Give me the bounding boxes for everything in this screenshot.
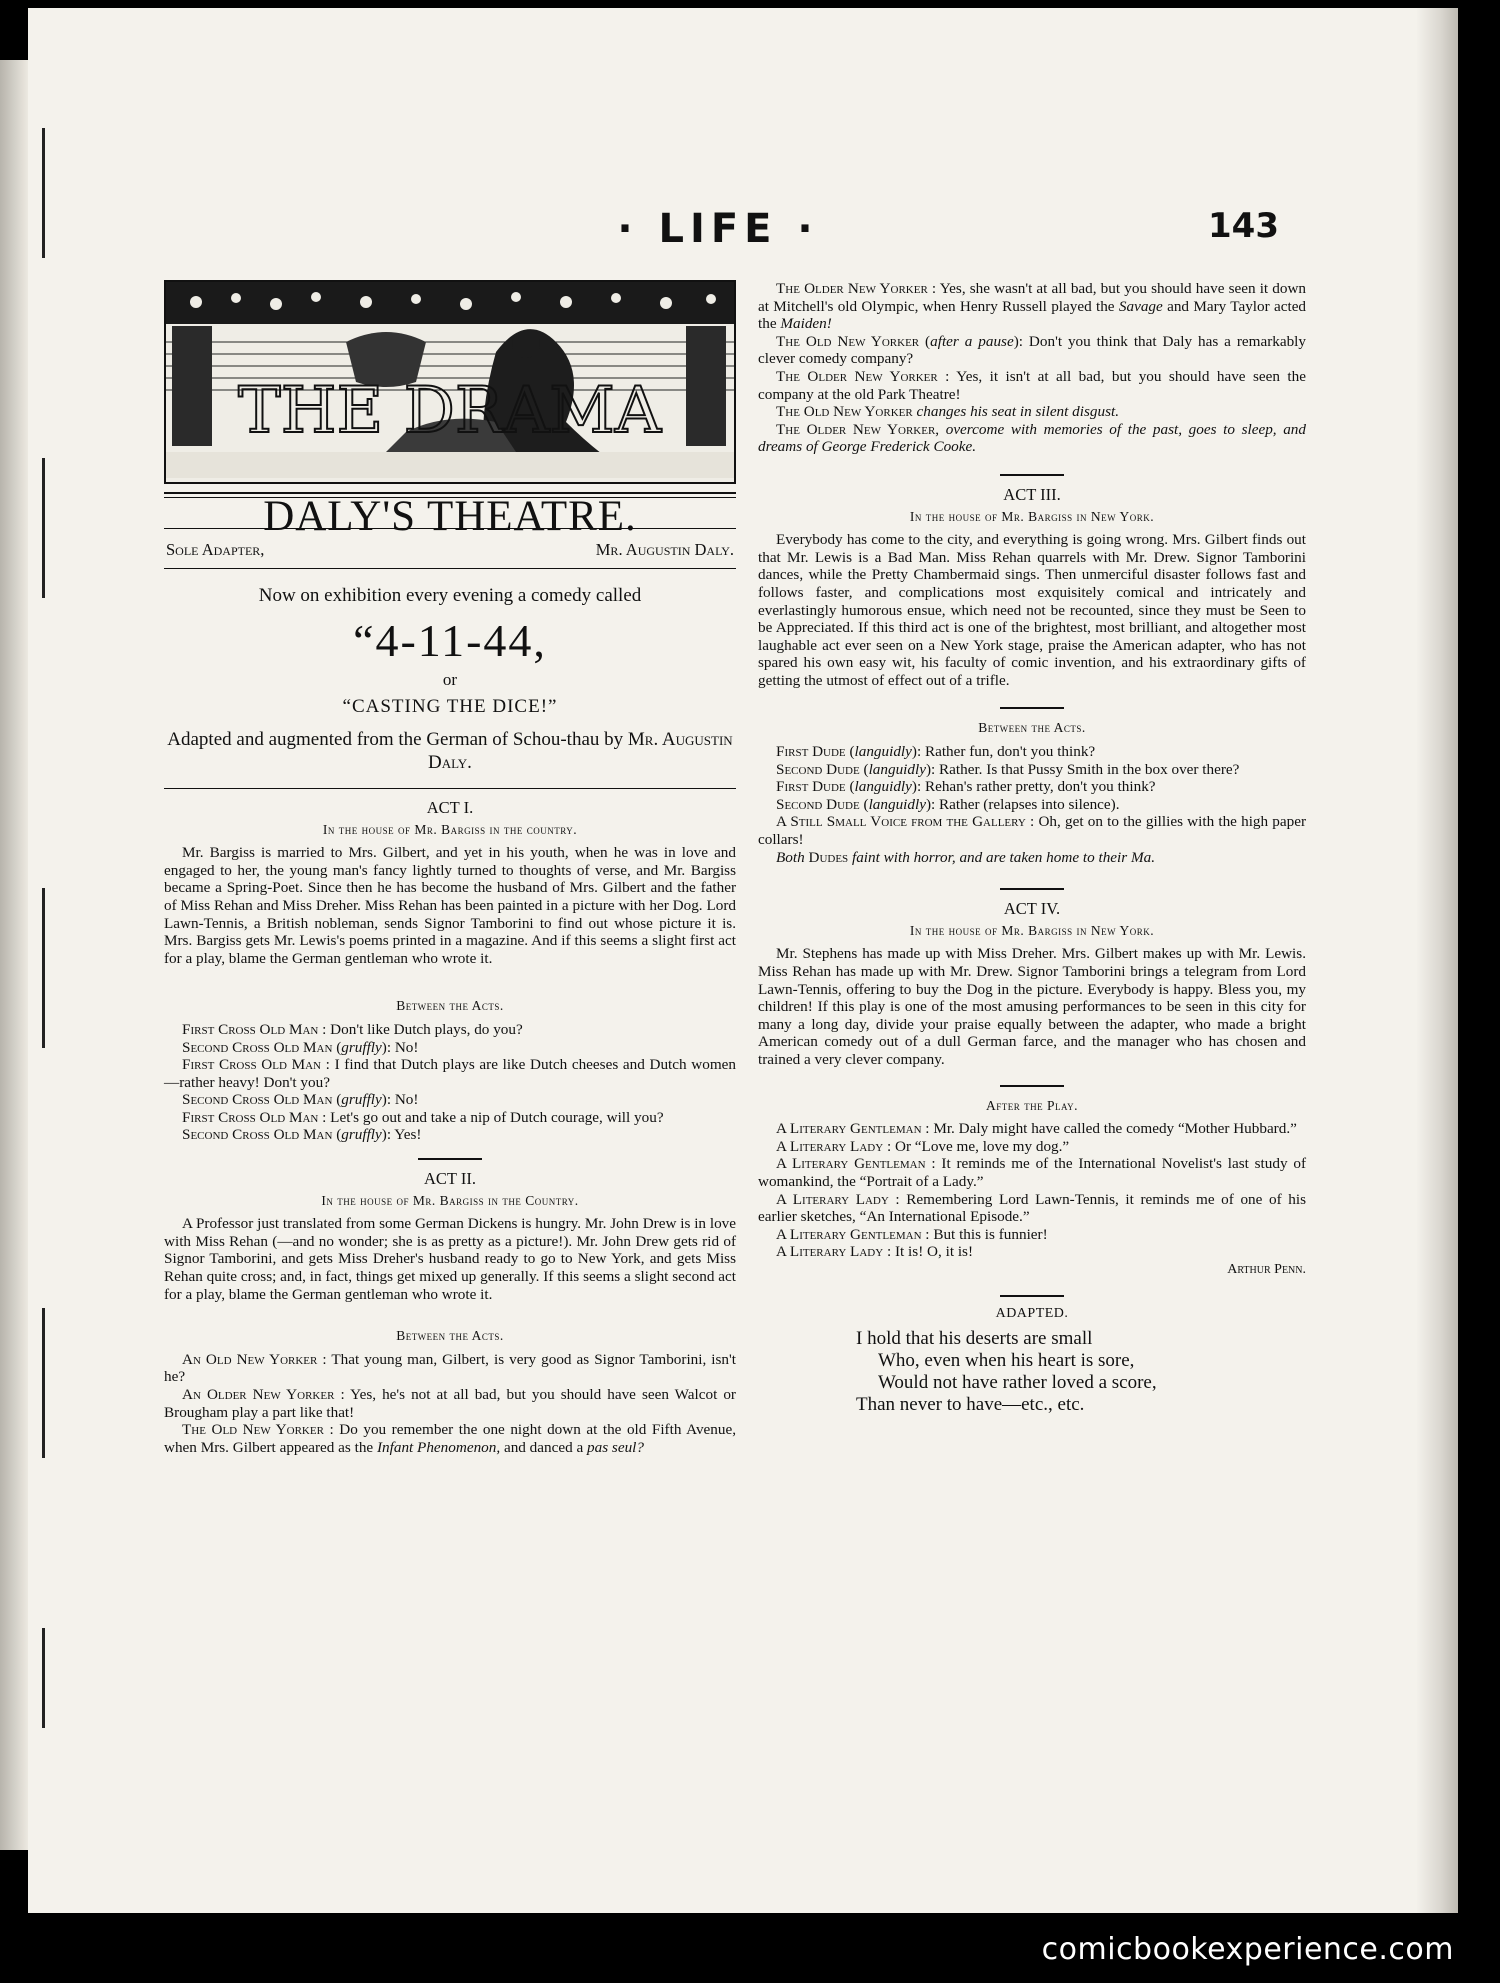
act1-rule bbox=[164, 788, 736, 789]
page-fold-shadow bbox=[1416, 8, 1458, 1913]
dialogue-line: First Dude (languidly): Rather fun, don't you think? bbox=[776, 743, 1096, 761]
magazine-page bbox=[28, 8, 1458, 1913]
site-watermark: comicbookexperience.com bbox=[1041, 1932, 1454, 1967]
dialogue-line: The Older New Yorker : Yes, she wasn't at all bad, but you should have seen it down at Mitchell's old Olympic, when Henry Russell played the Savage and Mary Taylor acted the Maiden! bbox=[758, 280, 1307, 333]
poem-line: Than never to have—etc., etc. bbox=[856, 1394, 1085, 1416]
poem-line: I hold that his deserts are small bbox=[856, 1328, 1093, 1350]
right-column bbox=[758, 280, 1306, 1416]
dialogue-line: Second Dude (languidly): Rather (relapses into silence). bbox=[776, 795, 1120, 813]
poem bbox=[856, 1328, 1306, 1416]
dialogue-line: A Literary Gentleman : It reminds me of the International Novelist's last study of womankind, the “Portrait of a Lady.” bbox=[758, 1155, 1307, 1190]
adapted-line bbox=[164, 728, 736, 774]
left-column bbox=[164, 280, 736, 1456]
stage-direction: The Old New Yorker changes his seat in silent disgust. bbox=[776, 403, 1120, 421]
dialogue-line: A Still Small Voice from the Gallery : Oh, get on to the gillies with the high paper collars! bbox=[758, 813, 1307, 849]
stage-direction: Both Dudes faint with horror, and are taken home to their Ma. bbox=[776, 848, 1156, 866]
dialogue-line: A Literary Lady : Remembering Lord Lawn-Tennis, it reminds me of one of his earlier sketches, “An International Episode.” bbox=[758, 1190, 1306, 1226]
between1-dialogue bbox=[164, 1021, 736, 1144]
act4-setting: In the house of Mr. Bargiss in New York. bbox=[909, 922, 1155, 938]
dialogue-line: An Older New Yorker : Yes, he's not at all bad, but you should have seen Walcot or Brougham play a part like that! bbox=[164, 1386, 736, 1421]
adapter-row bbox=[166, 541, 734, 559]
drama-lettering: THE DRAMA bbox=[238, 374, 662, 448]
signature: Arthur Penn. bbox=[1227, 1261, 1306, 1277]
after-title: After the Play. bbox=[985, 1097, 1079, 1113]
poem-rule bbox=[1000, 1295, 1064, 1297]
page-number: 143 bbox=[1208, 206, 1279, 246]
intro-line: Now on exhibition every evening a comedy called bbox=[258, 585, 642, 607]
play-number: “4-11-44, bbox=[353, 614, 547, 666]
poem-line: Who, even when his heart is sore, bbox=[878, 1350, 1135, 1372]
act1-text: Mr. Bargiss is married to Mrs. Gilbert, and yet in his youth, when he was in love and engaged to her, the young man's fancy lightly turned to thoughts of verse, and Mr. Bargiss became a Spring-Poet. Since then he has become the husband of Mrs. Gilbert and the father of Miss Rehan and Miss Dreher. Miss Rehan has been painted in a picture with her Dog. Lord Lawn-Tennis, a British nobleman, sends Signor Tamborini to find out whose picture it is. Mrs. Bargiss gets Mr. Lewis's poems printed in a magazine. And if this seems a slight first act for a play, blame the German gentleman who wrote it. bbox=[164, 844, 736, 967]
theatre-title: DALY'S THEATRE. bbox=[263, 493, 637, 540]
dialogue-line: The Older New Yorker : Yes, it isn't at all bad, but you should have seen the company at the old Park Theatre! bbox=[758, 367, 1306, 403]
stage-direction: The Older New Yorker, overcome with memories of the past, goes to sleep, and dreams of George Frederick Cooke. bbox=[758, 420, 1306, 456]
between3-rule bbox=[1000, 707, 1064, 709]
act2-text: A Professor just translated from some German Dickens is hungry. Mr. John Drew is in love with Miss Rehan (—and no wonder; she is as pretty as a picture!). Mr. John Drew gets rid of Signor Tamborini, and gets Miss Dreher's husband ready to go to New York, and gets Miss Rehan quite cross; and, in fact, things get mixed up generally. If this seems a slight second act for a play, blame the German gentleman who wrote it. bbox=[164, 1215, 736, 1303]
poem-line: Would not have rather loved a score, bbox=[878, 1372, 1157, 1394]
act1-setting: In the house of Mr. Bargiss in the country. bbox=[322, 821, 578, 837]
dialogue-line: First Dude (languidly): Rehan's rather pretty, don't you think? bbox=[776, 778, 1156, 796]
drama-illustration bbox=[166, 282, 734, 478]
act3-rule bbox=[1000, 474, 1064, 476]
after-rule bbox=[1000, 1085, 1064, 1087]
adapter-rule bbox=[164, 568, 736, 569]
dialogue-line: First Cross Old Man : Don't like Dutch plays, do you? bbox=[182, 1020, 523, 1038]
act3-title: ACT III. bbox=[1003, 484, 1061, 504]
dialogue-line: An Old New Yorker : That young man, Gilbert, is very good as Signor Tamborini, isn't he? bbox=[164, 1350, 736, 1386]
act4-title: ACT IV. bbox=[1003, 899, 1061, 919]
act2-title: ACT II. bbox=[424, 1169, 476, 1189]
between3-dialogue bbox=[758, 743, 1306, 866]
dialogue-line: The Old New Yorker : Do you remember the one night down at the old Fifth Avenue, when Mrs. Gilbert appeared as the Infant Phenomenon, and danced a pas seul? bbox=[164, 1421, 737, 1456]
dialogue-line: First Cross Old Man : Let's go out and take a nip of Dutch courage, will you? bbox=[182, 1108, 664, 1126]
act3-text: Everybody has come to the city, and everything is going wrong. Mrs. Gilbert finds out that Mr. Lewis is a Bad Man. Miss Rehan quarrels with Mr. Drew. Signor Tamborini dances, while the Pretty Chambermaid sings. Then unmerciful disaster follows fast and follows faster, and complications most exquisitely comical and intricately and everlastingly humorous ensue, which need not be recounted, since they must be Seen to be Appreciated. If this third act is one of the brightest, most brilliant, and altogether most laughable act ever seen on a New York stage, praise the American adapter, who has not spared his own easy wit, his faculty of comic invention, and his extraordinary gifts of getting the utmost of effect out of a trifle. bbox=[758, 531, 1306, 689]
adapted-name: Mr. Augustin Daly. bbox=[428, 728, 733, 773]
dialogue-line: A Literary Gentleman : Mr. Daly might have called the comedy “Mother Hubbard.” bbox=[776, 1120, 1297, 1138]
drama-banner-illustration bbox=[164, 280, 736, 484]
act2-rule bbox=[418, 1158, 482, 1160]
adapter-role: Sole Adapter, bbox=[166, 539, 265, 559]
between3-title: Between the Acts. bbox=[978, 720, 1086, 736]
act3-setting: In the house of Mr. Bargiss in New York. bbox=[909, 508, 1155, 524]
act1-title: ACT I. bbox=[426, 797, 474, 817]
left-page-edge bbox=[0, 60, 28, 1850]
adapter-name: Mr. Augustin Daly. bbox=[595, 539, 734, 559]
dialogue-line: Second Cross Old Man (gruffly): No! bbox=[182, 1091, 419, 1109]
act2-setting: In the house of Mr. Bargiss in the Country. bbox=[321, 1192, 579, 1208]
or-line: or bbox=[442, 669, 458, 689]
between2-title: Between the Acts. bbox=[396, 1328, 504, 1344]
dialogue-line: A Literary Gentleman : But this is funnier! bbox=[776, 1225, 1048, 1243]
alt-title: “CASTING THE DICE!” bbox=[342, 696, 558, 718]
dialogue-line: A Literary Lady : Or “Love me, love my dog.” bbox=[776, 1137, 1070, 1155]
act4-rule bbox=[1000, 888, 1064, 890]
dialogue-line: The Old New Yorker (after a pause): Don't you think that Daly has a remarkably clever comedy company? bbox=[758, 332, 1306, 368]
dialogue-line: A Literary Lady : It is! O, it is! bbox=[776, 1243, 974, 1261]
between1-title: Between the Acts. bbox=[396, 998, 504, 1014]
dialogue-line: Second Dude (languidly): Rather. Is that Pussy Smith in the box over there? bbox=[776, 760, 1240, 778]
act4-text: Mr. Stephens has made up with Miss Dreher. Mrs. Gilbert makes up with Mr. Lewis. Miss Rehan has made up with Mr. Drew. Signor Tamborini brings a telegram from Lord Lawn-Tennis, offering to buy the Dog in the picture. Everybody is happy. Bless you, my children! If this play is one of the most amusing performances to be seen in this city for many a long day, divide your praise equally between the adapter, who made a bright American comedy out of a dull German farce, and the manager who has chosen and trained a very clever company. bbox=[758, 945, 1306, 1068]
dialogue-line: First Cross Old Man : I find that Dutch plays are like Dutch cheeses and Dutch women—rather heavy! Don't you? bbox=[164, 1056, 736, 1091]
poem-title: ADAPTED. bbox=[995, 1305, 1069, 1321]
adapted-text: Adapted and augmented from the German of Schou-thau by bbox=[167, 728, 624, 750]
after-dialogue bbox=[758, 1120, 1306, 1261]
gutter-marks bbox=[42, 128, 48, 1728]
running-title: · LIFE · bbox=[617, 206, 819, 252]
dialogue-line: Second Cross Old Man (gruffly): No! bbox=[182, 1038, 419, 1056]
dialogue-line: Second Cross Old Man (gruffly): Yes! bbox=[182, 1126, 422, 1144]
